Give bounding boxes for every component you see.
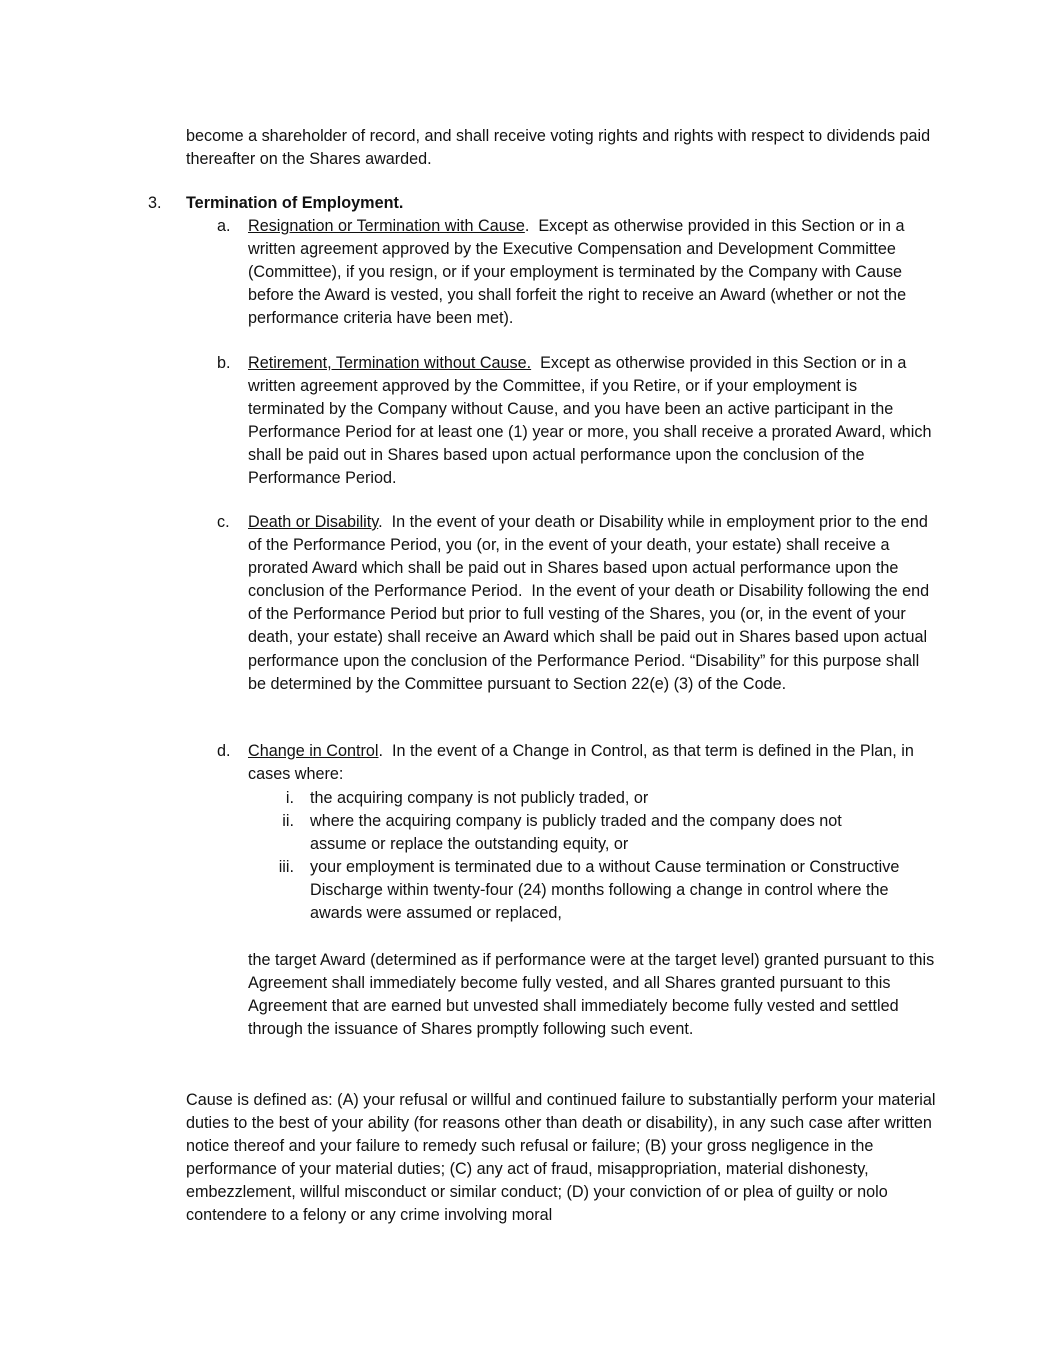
item-d-heading: Change in Control: [248, 742, 379, 760]
intro-paragraph: become a shareholder of record, and shall receive voting rights and rights with respect to dividends paid thereafter on the Shares awarded.: [186, 127, 931, 169]
item-b-paragraph: [248, 352, 938, 491]
subitem-iii-numeral: iii.: [278, 858, 294, 876]
section-number: 3.: [148, 194, 162, 212]
item-d-letter: d.: [217, 742, 231, 760]
item-a-heading-punct: .: [524, 217, 530, 235]
subitem-i-text: the acquiring company is not publicly traded, or: [310, 789, 649, 807]
subitem-ii-numeral: ii.: [282, 812, 294, 830]
item-a-paragraph: [248, 215, 938, 330]
target-award-paragraph: the target Award (determined as if performance were at the target level) granted pursuant to this Agreement shall immediately become fully vested, and all Shares granted pursuant to this Agreement that are earned but unvested shall immediately become fully vested and settled through the issuance of Shares promptly following such event.: [248, 951, 935, 1039]
item-d-heading-punct: .: [378, 742, 383, 760]
item-a-letter: a.: [217, 217, 231, 235]
item-a-text: Except as otherwise provided in this Section or in a written agreement approved by the Executive Compensation and Development Committee (Committee), if you resign, or if your employment is terminated by the Company with Cause before the Award is vested, you shall forfeit the right to receive an Award (whether or not the performance criteria have been met).: [248, 217, 911, 328]
subitem-ii-text: where the acquiring company is publicly traded and the company does not assume or replace the outstanding equity, or: [310, 812, 842, 854]
item-d-paragraph: [248, 740, 938, 786]
item-b-heading: Retirement, Termination without Cause.: [248, 354, 532, 372]
item-d-text: In the event of a Change in Control, as that term is defined in the Plan, in cases where:: [248, 742, 919, 784]
item-c-letter: c.: [217, 513, 230, 531]
section-title: Termination of Employment.: [186, 194, 404, 212]
item-c-paragraph: [248, 511, 938, 696]
subitem-i-numeral: i.: [285, 789, 294, 807]
item-b-text: Except as otherwise provided in this Section or in a written agreement approved by the Committee, if you Retire, or if your employment is terminated by the Company without Cause, and you have been an active participant in the Performance Period for at least one (1) year or more, you shall receive a prorated Award, which shall be paid out in Shares based upon actual performance upon the conclusion of the Performance Period.: [248, 354, 937, 488]
item-c-heading-punct: .: [378, 513, 383, 531]
item-b-letter: b.: [217, 354, 231, 372]
cause-definition-paragraph: Cause is defined as: (A) your refusal or willful and continued failure to substantially perform your material duties to the best of your ability (for reasons other than death or disability), in any such case after written notice thereof and your failure to remedy such refusal or failure; (B) your gross negligence in the performance of your material duties; (C) any act of fraud, misappropriation, material dishonesty, embezzlement, willful misconduct or similar conduct; (D) your conviction of or plea of guilty or nolo contendere to a felony or any crime involving moral: [186, 1091, 936, 1225]
item-a-heading: Resignation or Termination with Cause: [248, 217, 525, 235]
subitem-iii-text: your employment is terminated due to a without Cause termination or Constructive Discharge within twenty-four (24) months following a change in control where the awards were assumed or replaced,: [310, 858, 900, 923]
item-c-text: In the event of your death or Disability while in employment prior to the end of the Performance Period, you (or, in the event of your death, your estate) shall receive a prorated Award which shall be paid out in Shares based upon actual performance upon the conclusion of the Performance Period. In the event of your death or Disability following the end of the Performance Period but prior to full vesting of the Shares, you (or, in the event of your death, your estate) shall receive an Award which shall be paid out in Shares based upon actual performance upon the conclusion of the Performance Period. “Disability” for this purpose shall be determined by the Committee pursuant to Section 22(e) (3) of the Code.: [248, 513, 934, 693]
item-c-heading: Death or Disability: [248, 513, 379, 531]
